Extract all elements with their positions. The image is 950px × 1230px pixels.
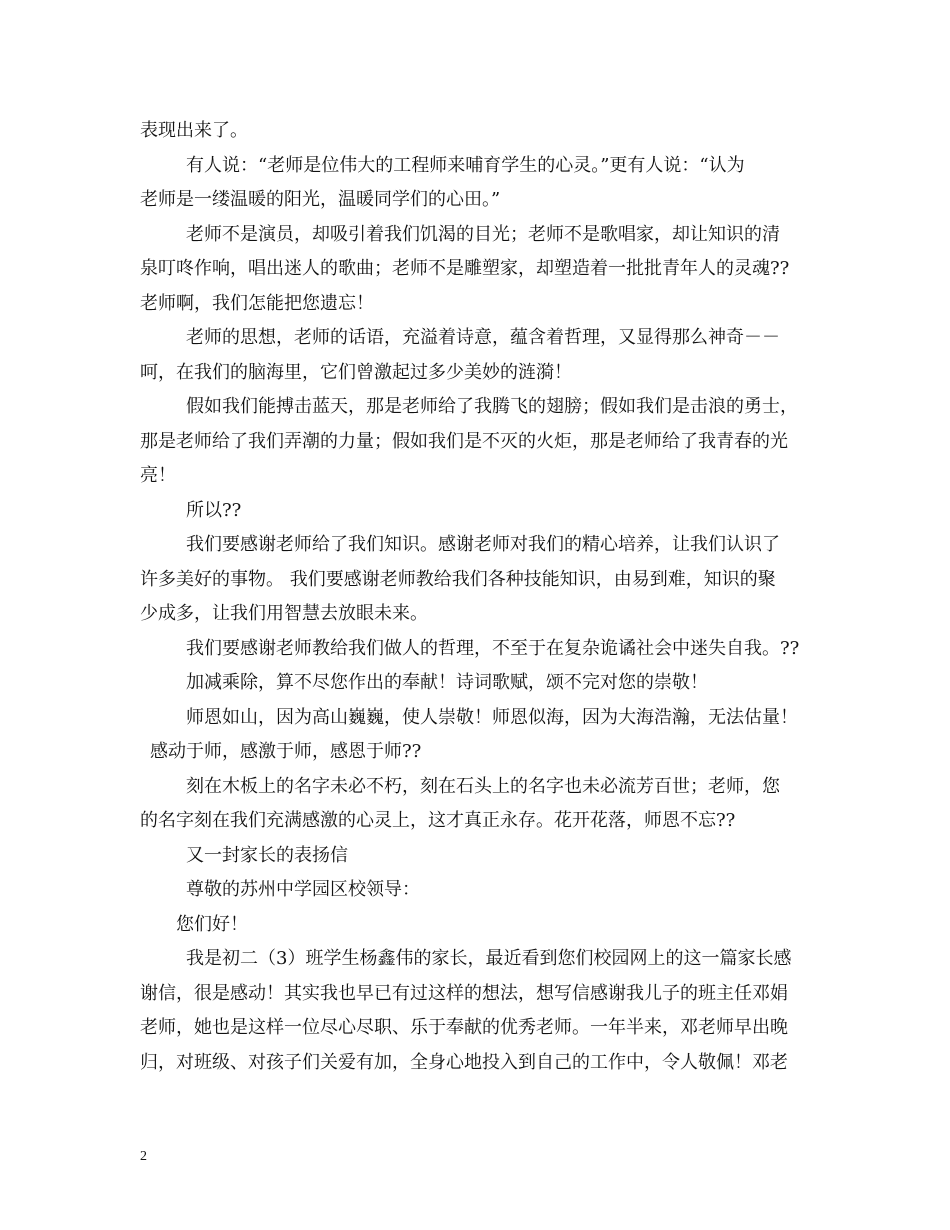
text-line: 许多美好的事物。 我们要感谢老师教给我们各种技能知识，由易到难，知识的聚	[140, 568, 776, 590]
text-line: 师恩如山，因为高山巍巍，使人崇敬！师恩似海，因为大海浩瀚，无法估量！	[186, 706, 798, 728]
document-body	[140, 114, 830, 1080]
page-number: 2	[140, 1149, 147, 1164]
text-line: 我是初二（3）班学生杨鑫伟的家长，最近看到您们校园网上的这一篇家长感	[186, 948, 792, 969]
text-line: 我们要感谢老师教给我们做人的哲理，不至于在复杂诡谲社会中迷失自我。??	[186, 637, 800, 659]
text-line: 我们要感谢老师给了我们知识。感谢老师对我们的精心培养，让我们认识了	[186, 534, 780, 555]
text-line: 假如我们能搏击蓝天，那是老师给了我腾飞的翅膀；假如我们是击浪的勇士，	[186, 396, 798, 417]
text-line: 尊敬的苏州中学园区校领导：	[186, 879, 420, 900]
text-line: 泉叮咚作响，唱出迷人的歌曲；老师不是雕塑家，却塑造着一批批青年人的灵魂??	[140, 258, 790, 279]
text-line: 亮！	[140, 465, 176, 486]
text-line: 感动于师，感激于师，感恩于师??	[150, 741, 422, 762]
text-line: 表现出来了。	[140, 120, 248, 141]
text-line: 谢信，很是感动！其实我也早已有过这样的想法，想写信感谢我儿子的班主任邓娟	[140, 982, 788, 1004]
text-line: 老师，她也是这样一位尽心尽职、乐于奉献的优秀老师。一年半来，邓老师早出晚	[140, 1017, 788, 1038]
text-line: 有人说：“老师是位伟大的工程师来哺育学生的心灵。”更有人说：“认为	[186, 154, 745, 176]
text-line: 少成多，让我们用智慧去放眼未来。	[140, 603, 428, 624]
text-line: 老师的思想，老师的话语，充溢着诗意，蕴含着哲理，又显得那么神奇－－	[186, 327, 780, 348]
text-line: 又一封家长的表扬信	[186, 844, 348, 866]
text-line: 刻在木板上的名字未必不朽，刻在石头上的名字也未必流芳百世；老师，您	[186, 775, 780, 797]
text-line: 老师不是演员，却吸引着我们饥渴的目光；老师不是歌唱家，却让知识的清	[186, 223, 780, 245]
text-line: 归，对班级、对孩子们关爱有加，全身心地投入到自己的工作中，令人敬佩！邓老	[140, 1051, 788, 1073]
text-line: 老师是一缕温暖的阳光，温暖同学们的心田。”	[140, 189, 501, 210]
text-line: 所以??	[186, 499, 242, 521]
text-line: 您们好！	[176, 913, 248, 935]
text-line: 的名字刻在我们充满感激的心灵上，这才真正永存。花开花落，师恩不忘??	[140, 810, 736, 831]
text-line: 呵，在我们的脑海里，它们曾激起过多少美妙的涟漪！	[140, 361, 572, 383]
text-line: 那是老师给了我们弄潮的力量；假如我们是不灭的火炬，那是老师给了我青春的光	[140, 430, 788, 452]
text-line: 老师啊，我们怎能把您遗忘！	[140, 292, 374, 314]
text-line: 加减乘除，算不尽您作出的奉献！诗词歌赋，颂不完对您的崇敬！	[186, 672, 708, 693]
